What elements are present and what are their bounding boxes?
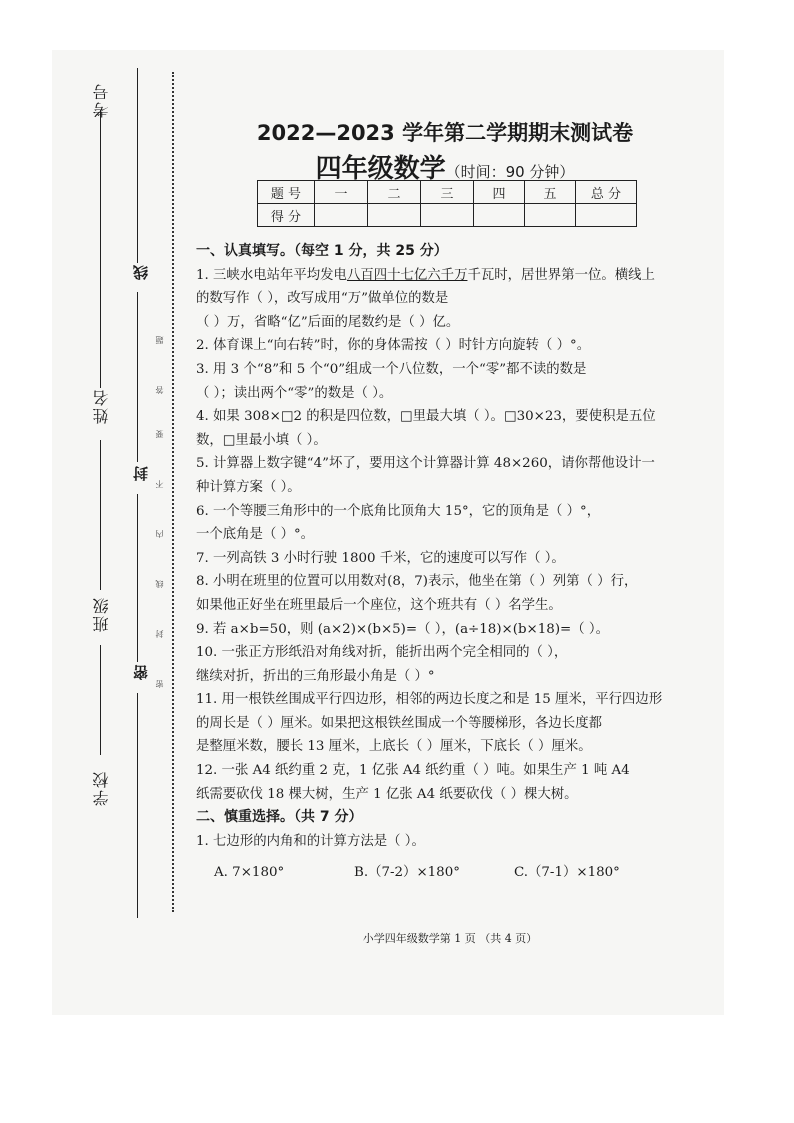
warning-char: 内 [155, 530, 164, 538]
score-cell[interactable] [315, 204, 368, 227]
section-heading: 一、认真填写。（每空 1 分，共 25 分） [196, 243, 448, 259]
score-header-cell: 二 [368, 181, 421, 204]
subject-title: 四年级数学 [315, 154, 446, 184]
score-header-cell: 题 号 [258, 181, 315, 204]
choice-option-b[interactable]: B.（7-2）×180° [354, 865, 460, 881]
question-line: 11. 用一根铁丝围成平行四边形，相邻的两边长度之和是 15 厘米，平行四边形 [196, 692, 663, 708]
question-line: 纸需要砍伐 18 棵大树，生产 1 亿张 A4 纸要砍伐（ ）棵大树。 [196, 786, 578, 802]
question-line: 7. 一列高铁 3 小时行驶 1800 千米，它的速度可以写作（ ）。 [196, 550, 565, 566]
score-cell[interactable] [525, 204, 576, 227]
field-label-kaohao: 考号 [92, 82, 111, 118]
warning-char: 不 [155, 480, 164, 488]
seal-line-3 [137, 494, 138, 662]
seal-line-2 [137, 292, 138, 462]
question-line: 种计算方案（ ）。 [196, 479, 301, 495]
exam-content [196, 240, 716, 880]
question-line: 6. 一个等腰三角形中的一个底角比顶角大 15°，它的顶角是（ ）°， [196, 503, 601, 519]
score-cell[interactable] [368, 204, 421, 227]
choice-option-a[interactable]: A. 7×180° [214, 865, 285, 881]
score-table-header-row [258, 181, 637, 204]
field-label-school: 学校 [92, 770, 111, 806]
seal-line-4 [137, 693, 138, 918]
score-header-cell: 一 [315, 181, 368, 204]
field-line-class [100, 645, 101, 755]
field-line-name-2 [100, 440, 101, 590]
score-cell[interactable] [576, 204, 637, 227]
score-header-cell: 三 [421, 181, 474, 204]
warning-char: 答 [155, 386, 164, 394]
section-heading: 二、慎重选择。（共 7 分） [196, 809, 363, 826]
warning-char: 封 [155, 630, 164, 638]
field-label-name: 姓名 [92, 388, 111, 424]
question-text: 1. 三峡水电站年平均发电 [196, 267, 347, 283]
question-line: 8. 小明在班里的位置可以用数对(8，7)表示，他坐在第（ ）列第（ ）行， [196, 574, 638, 590]
seal-char-feng: 封 [132, 466, 150, 481]
cut-line [172, 72, 174, 912]
underlined-number: 八百四十七亿六千万 [346, 267, 468, 283]
question-line: 是整厘米数，腰长 13 厘米，上底长（ ）厘米，下底长（ ）厘米。 [196, 739, 592, 755]
score-row-label: 得 分 [258, 204, 315, 227]
score-table-score-row [258, 204, 637, 227]
question-line: 如果他正好坐在班里最后一个座位，这个班共有（ ）名学生。 [196, 597, 562, 613]
time-limit: （时间：90 分钟） [445, 163, 575, 181]
question-line [196, 264, 716, 288]
question-line: 2. 体育课上“向右转”时，你的身体需按（ ）时针方向旋转（ ）°。 [196, 338, 591, 354]
choice-options [196, 853, 716, 880]
score-header-cell: 总 分 [576, 181, 637, 204]
question-line: （ ）万，省略“亿”后面的尾数约是（ ）亿。 [196, 314, 460, 330]
score-header-cell: 四 [474, 181, 525, 204]
exam-title: 2022—2023 学年第二学期期末测试卷 [256, 121, 634, 145]
question-line: （ ）；读出两个“零”的数是（ ）。 [196, 385, 393, 401]
warning-char: 密 [155, 680, 164, 688]
question-line: 9. 若 a×b=50，则 (a×2)×(b×5)=（ ），(a÷18)×(b×18)=（ ）。 [196, 621, 609, 637]
question-line: 12. 一张 A4 纸约重 2 克，1 亿张 A4 纸约重（ ）吨。如果生产 1 吨 A4 [196, 763, 630, 779]
page-footer: 小学四年级数学第 1 页 （共 4 页） [362, 932, 538, 945]
seal-char-xian: 线 [132, 265, 150, 280]
field-line-kaohao [100, 110, 101, 310]
question-line: 3. 用 3 个“8”和 5 个“0”组成一个八位数，一个“零”都不读的数是 [196, 361, 587, 377]
question-line: 1. 七边形的内角和的计算方法是（ ）。 [196, 833, 425, 849]
score-header-cell: 五 [525, 181, 576, 204]
seal-line [137, 68, 138, 263]
field-line-name [100, 310, 101, 388]
warning-char: 题 [155, 336, 164, 344]
field-label-class: 班级 [92, 596, 111, 632]
warning-char: 要 [155, 430, 164, 438]
question-text: 千瓦时，居世界第一位。横线上 [467, 267, 655, 283]
question-line: 4. 如果 308×□2 的积是四位数，□里最大填（ ）。□30×23，要使积是五位 [196, 409, 656, 425]
question-line: 数，□里最小填（ ）。 [196, 432, 327, 448]
question-line: 的周长是（ ）厘米。如果把这根铁丝围成一个等腰梯形，各边长度都 [196, 715, 602, 731]
score-table [257, 180, 637, 227]
question-line: 一个底角是（ ）°。 [196, 527, 315, 543]
choice-option-c[interactable]: C.（7-1）×180° [514, 865, 620, 881]
score-cell[interactable] [421, 204, 474, 227]
question-line: 10. 一张正方形纸沿对角线对折，能折出两个完全相同的（ ）， [196, 645, 568, 661]
warning-char: 线 [155, 580, 164, 588]
score-cell[interactable] [474, 204, 525, 227]
seal-char-mi: 密 [132, 665, 150, 680]
question-line: 5. 计算器上数字键“4”坏了，要用这个计算器计算 48×260，请你帮他设计一 [196, 456, 655, 472]
question-line: 继续对折，折出的三角形最小角是（ ）° [196, 668, 435, 684]
question-line: 的数写作（ ），改写成用“万”做单位的数是 [196, 291, 449, 307]
